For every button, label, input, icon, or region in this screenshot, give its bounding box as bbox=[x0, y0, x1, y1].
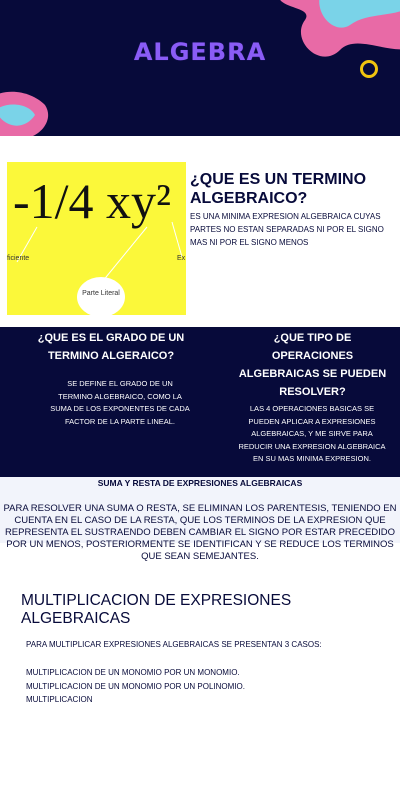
list-item: MULTIPLICACION DE UN MONOMIO POR UN POLINOMIO. bbox=[26, 681, 245, 691]
paint-splash-bottom-left bbox=[0, 85, 60, 136]
section-term-text: ES UNA MINIMA EXPRESION ALGEBRAICA CUYAS PARTES NO ESTAN SEPARADAS NI POR EL SIGNO MAS NI POR EL SIGNO MENOS bbox=[190, 212, 384, 247]
section-mult-intro: PARA MULTIPLICAR EXPRESIONES ALGEBRAICAS SE PRESENTAN 3 CASOS: bbox=[26, 640, 322, 649]
section-sum-text: PARA RESOLVER UNA SUMA O RESTA, SE ELIMINAN LOS PARENTESIS, TENIENDO EN CUENTA EN EL CASO DE LA RESTA, QUE LOS TERMINOS DE LA EXPRESION QUE REPRESENTA EL SUSTRAENDO DEBEN CAMBIAR EL SIGNO POR ESTAR PRECEDIDO POR UN MENOS, POSTERIORMENTE SE IDENTIFICAN Y SE REDUCE LOS TERMINOS QUE SEAN SEMEJANTES. bbox=[3, 503, 397, 562]
section-sum-title: SUMA Y RESTA DE EXPRESIONES ALGEBRAICAS bbox=[97, 478, 303, 488]
figure-label-coefficient: ficiente bbox=[7, 255, 30, 262]
section-ops-title: ¿QUE TIPO DE OPERACIONES ALGEBRAICAS SE PUEDEN RESOLVER? bbox=[238, 332, 387, 398]
section-degree-text: SE DEFINE EL GRADO DE UN TERMINO ALGEBRAICO, COMO LA SUMA DE LOS EXPONENTES DE CADA FACTOR DE LA PARTE LINEAL. bbox=[50, 379, 190, 426]
header-banner bbox=[0, 0, 400, 136]
page-title: ALGEBRA bbox=[133, 38, 267, 66]
figure-label-literal: Parte Literal bbox=[77, 277, 125, 315]
section-term-title: ¿QUE ES UN TERMINO ALGEBRAICO? bbox=[190, 171, 367, 207]
list-item: MULTIPLICACION DE UN MONOMIO POR UN MONOMIO. bbox=[26, 668, 240, 677]
algebraic-term-figure bbox=[7, 162, 186, 315]
section-mult-title: MULTIPLICACION DE EXPRESIONES ALGEBRAICAS bbox=[21, 592, 292, 627]
figure-expression: -1/4 xy² bbox=[13, 173, 172, 229]
section-ops-text: LAS 4 OPERACIONES BASICAS SE PUEDEN APLICAR A EXPRESIONES ALGEBRAICAS, Y ME SIRVE PARA REDUCIR UNA EXPRESION ALGEBRAICA EN SU MAS MINIMA EXPRESION. bbox=[238, 404, 386, 463]
mult-cases-list bbox=[26, 666, 386, 707]
list-item: MULTIPLICACION bbox=[26, 695, 93, 704]
section-degree-title: ¿QUE ES EL GRADO DE UN TERMINO ALGERAICO? bbox=[37, 332, 185, 362]
figure-label-exponent: Ex bbox=[177, 255, 186, 262]
